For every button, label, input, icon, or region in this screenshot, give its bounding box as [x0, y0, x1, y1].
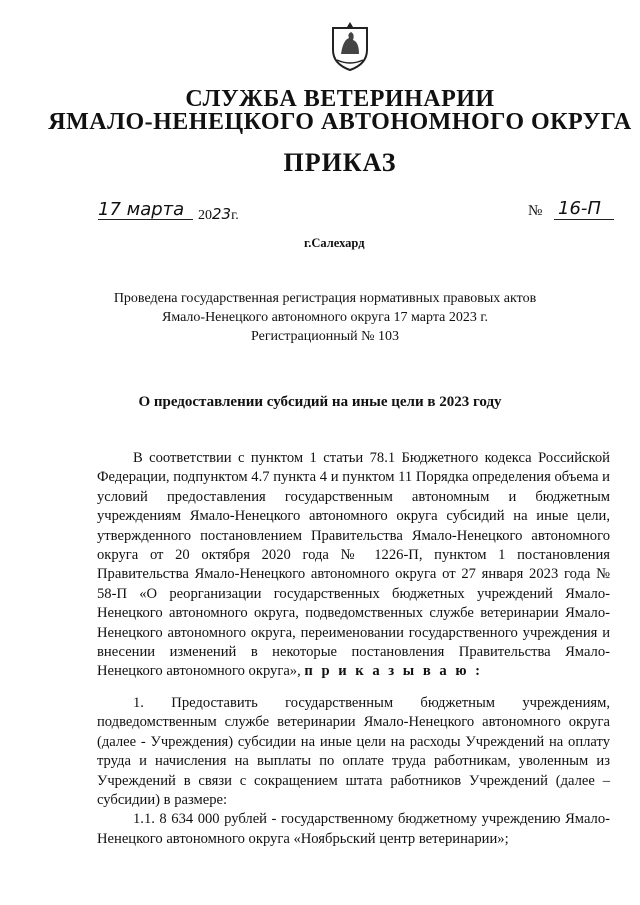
number-underline — [554, 219, 614, 220]
document-type: ПРИКАЗ — [283, 148, 397, 177]
preamble-paragraph — [97, 449, 610, 682]
registration-line2: Ямало-Ненецкого автономного округа 17 марта 2023 г. — [161, 310, 488, 325]
org-name-line2: ЯМАЛО-НЕНЕЦКОГО АВТОНОМНОГО ОКРУГА — [48, 109, 632, 135]
order-number — [528, 197, 618, 223]
org-name-line1: СЛУЖБА ВЕТЕРИНАРИИ — [185, 86, 495, 112]
item-1-1: 1.1. 8 634 000 рублей - государственному бюджетному учреждению Ямало-Ненецкого автономного округа «Ноябрьский центр ветеринарии»; — [97, 811, 610, 847]
order-word: п р и к а з ы в а ю : — [304, 663, 483, 680]
city: г.Салехард — [304, 236, 365, 250]
preamble-text: В соответствии с пунктом 1 статьи 78.1 Бюджетного кодекса Российской Федерации, подпунктом 4.7 пункта 4 и пунктом 11 Порядка определения объема и условий предоставления государственным автономным и бюджетным учреждениям Ямало-Ненецкого автономного округа субсидий на иные цели, утвержденного постановлением Правительства Ямало-Ненецкого автономного округа от 20 октября 2020 года № 1226-П, пунктом 1 постановления Правительства Ямало-Ненецкого автономного округа от 27 января 2023 года № 58-П «О реорганизации государственных бюджетных учреждений Ямало-Ненецкого автономного округа, подведомственных службе ветеринарии Ямало-Ненецкого автономного округа, переименовании государственного учреждения и внесении изменений в некоторые постановления Правительства Ямало-Ненецкого автономного округа», — [97, 450, 610, 680]
coat-of-arms-icon — [327, 22, 373, 72]
order-body — [97, 449, 610, 849]
year-suffix: 23 — [212, 205, 232, 223]
year-prefix: 20 — [198, 208, 212, 223]
registration-line3: Регистрационный № 103 — [251, 329, 399, 344]
date-year — [198, 205, 239, 224]
date-underline — [98, 219, 193, 220]
date-handwritten: 17 марта — [98, 199, 185, 220]
order-date — [98, 197, 248, 223]
year-g: г. — [231, 208, 239, 223]
item-1: 1. Предоставить государственным бюджетным учреждениям, подведомственным службе ветеринарии Ямало-Ненецкого автономного округа (далее - Учреждения) субсидии на иные цели на расходы Учреждений на оплату труда и начисления на выплаты по оплате труда работникам, уволенным из Учреждений в связи с сокращением штата работников Учреждений (далее – субсидии) в размере: — [97, 694, 610, 808]
registration-note — [0, 289, 640, 346]
registration-line1: Проведена государственная регистрация нормативных правовых актов — [113, 291, 537, 306]
order-title: О предоставлении субсидий на иные цели в 2023 году — [138, 394, 502, 410]
number-label: № — [528, 203, 543, 219]
number-handwritten: 16-П — [558, 198, 601, 219]
